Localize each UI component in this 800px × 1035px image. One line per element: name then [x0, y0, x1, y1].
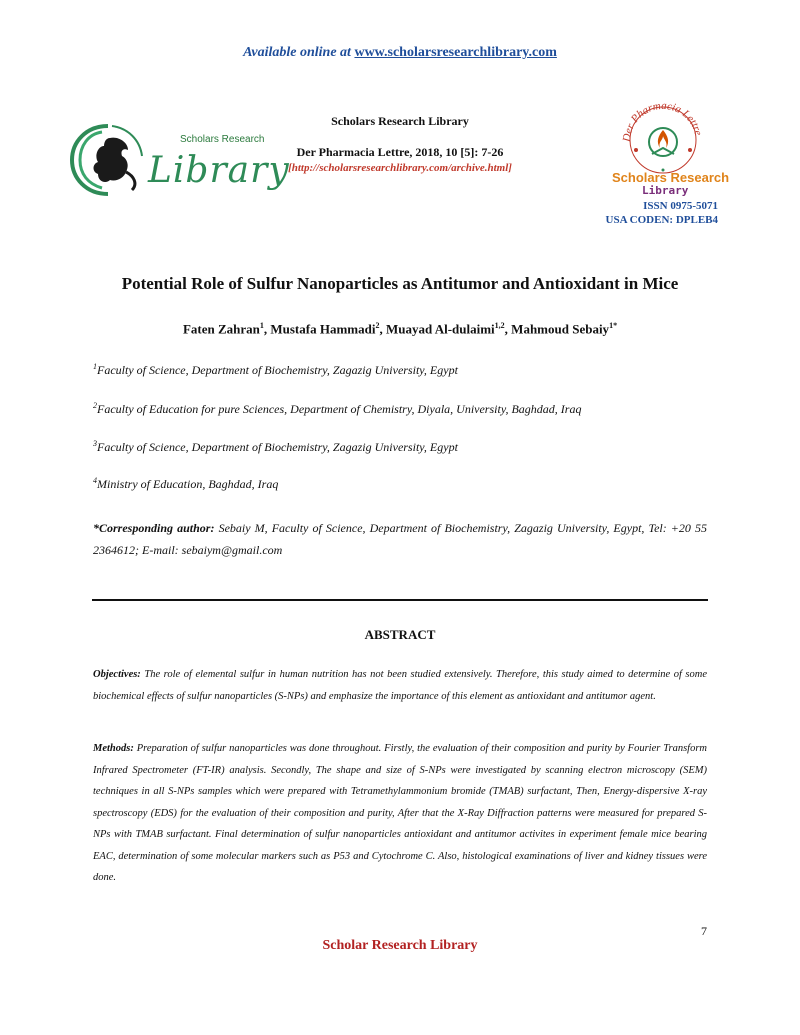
- affiliation-number: 2: [93, 401, 97, 410]
- corresponding-label: *Corresponding author:: [93, 521, 215, 535]
- affiliation-number: 3: [93, 439, 97, 448]
- methods-text: Preparation of sulfur nanoparticles was done throughout. Firstly, the evaluation of their composition and purity by Fourier Transform Infrared Spectrometer (FT-IR) analysis. Secondly, The shape and size of S-NPs were investigated by scanning electron microscopy (SEM) techniques in all S-NPs samples which were prepared with Tetramethylammonium bromide (TMAB) surfactant, Then, Energy-dispersive X-ray spectroscopy (EDS) for the evaluation of their composition and purity, After that the X-Ray Diffraction patterns were measured for prepared S-NPs with TMAB surfactant. Final determination of sulfur nanoparticles antioxidant and antitumor activites in experiment female mice bearing EAC, determination of some molecular markers such as P53 and Cytochrome C. Also, histological examinations of liver and kidney tissues were done.: [93, 743, 708, 883]
- author-name: Muayad Al-dulaimi: [385, 321, 495, 337]
- abstract-heading: ABSTRACT: [364, 627, 436, 642]
- logo-script-wordmark: Library: [148, 150, 290, 191]
- logo-name-line2: Library: [642, 184, 689, 197]
- author-separator: ,: [379, 321, 386, 337]
- journal-citation: Der Pharmacia Lettre, 2018, 10 [5]: 7-26: [296, 145, 504, 159]
- author-separator: ,: [504, 321, 512, 337]
- affiliation-number: 1: [93, 362, 97, 371]
- author-separator: ,: [263, 321, 271, 337]
- affiliation: [93, 401, 581, 417]
- abstract-objectives: [93, 664, 707, 707]
- affiliation-text: Faculty of Education for pure Sciences, Department of Chemistry, Diyala, University, Baghdad, Iraq: [97, 402, 582, 416]
- author-affiliation-mark: 1: [259, 321, 264, 330]
- availability-line: [0, 45, 800, 61]
- author-name: Mustafa Hammadi: [270, 321, 376, 337]
- affiliation-text: Faculty of Science, Department of Biochemistry, Zagazig University, Egypt: [97, 363, 458, 377]
- methods-label: Methods:: [93, 743, 134, 754]
- affiliation: [93, 476, 278, 492]
- issn-block: [606, 199, 718, 227]
- available-prefix: Available online at: [243, 45, 351, 60]
- publisher-name: Scholars Research Library: [331, 114, 469, 128]
- abstract-methods: [93, 738, 707, 889]
- affiliation-text: Ministry of Education, Baghdad, Iraq: [97, 477, 279, 491]
- affiliation-text: Faculty of Science, Department of Biochemistry, Zagazig University, Egypt: [97, 440, 458, 454]
- author-affiliation-mark: 1,2: [494, 321, 505, 330]
- paper-title: Potential Role of Sulfur Nanoparticles as Antitumor and Antioxidant in Mice: [121, 274, 679, 293]
- author-name: Mahmoud Sebaiy: [511, 321, 610, 337]
- objectives-text: The role of elemental sulfur in human nutrition has not been studied extensively. Therefore, this study aimed to determine of some biochemical effects of sulfur nanoparticles (S-NPs) and emphasize the importance of this element as antioxidant and antitumor agent.: [93, 669, 708, 702]
- affiliation: [93, 362, 458, 378]
- logo-tagline: Scholars Research: [180, 134, 265, 145]
- author-list: [0, 321, 800, 337]
- author-affiliation-mark: 2: [375, 321, 380, 330]
- journal-seal-icon: [608, 98, 718, 174]
- corresponding-author: [93, 517, 707, 561]
- section-divider: [92, 599, 708, 601]
- affiliation-number: 4: [93, 476, 97, 485]
- objectives-label: Objectives:: [93, 669, 141, 680]
- archive-link[interactable]: [http://scholarsresearchlibrary.com/archive.html]: [288, 162, 512, 174]
- issn-number: ISSN 0975-5071: [643, 200, 718, 212]
- author-name: Faten Zahran: [182, 321, 260, 337]
- page-number: 7: [701, 924, 707, 938]
- lion-emblem-icon: [68, 120, 148, 200]
- logo-name-line1: Scholars Research: [612, 170, 730, 185]
- journal-site-link[interactable]: www.scholarsresearchlibrary.com: [354, 45, 557, 60]
- coden: USA CODEN: DPLEB4: [605, 214, 718, 226]
- journal-header: [260, 114, 540, 174]
- affiliation: [93, 439, 458, 455]
- der-pharmacia-lettre-logo: [608, 98, 730, 198]
- corresponding-details: Sebaiy M, Faculty of Science, Department of Biochemistry, Zagazig University, Egypt, Tel: +20 55 2364612; E-mail: sebaiym@gmail.com: [93, 521, 708, 557]
- footer-label: Scholar Research Library: [322, 938, 478, 953]
- author-affiliation-mark: 1*: [609, 321, 618, 330]
- seal-ring-text: Der Pharmacia Lettre: [620, 99, 705, 143]
- scholars-research-library-logo: [68, 120, 290, 200]
